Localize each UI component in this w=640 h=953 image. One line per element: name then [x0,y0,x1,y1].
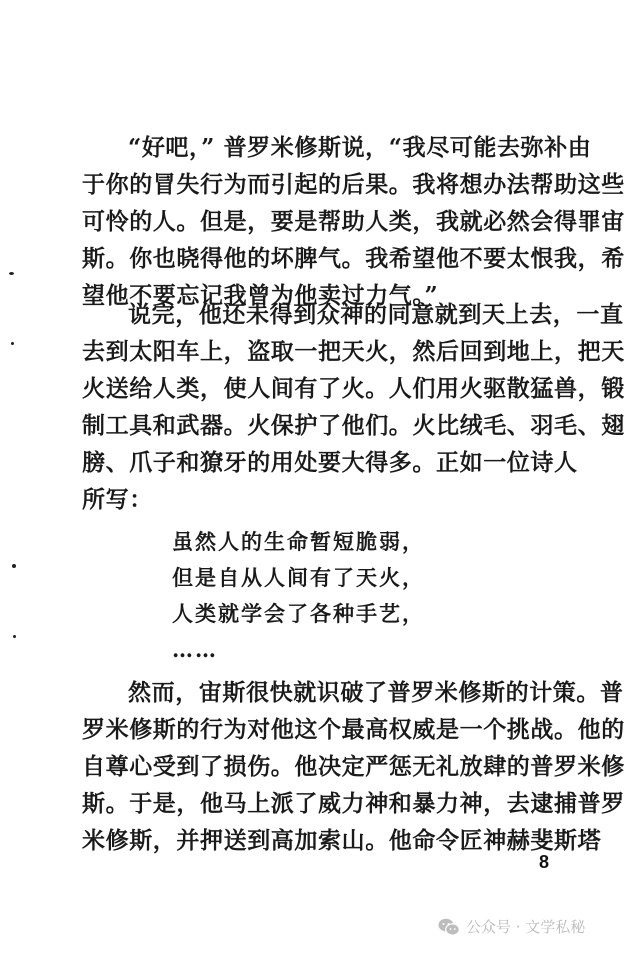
text-line: 自尊心受到了损伤。他决定严惩无礼放肆的普罗米修 [82,753,625,780]
scan-speck [12,564,16,568]
poem-quote [172,524,425,668]
text-line: 米修斯，并押送到高加索山。他命令匠神赫斐斯塔 [82,827,602,854]
watermark [438,916,585,937]
page-number: 8 [539,852,550,872]
scan-speck [11,342,14,345]
text-line: 斯。你也晓得他的坏脾气。我希望他不要太恨我，希 [82,245,625,272]
watermark-text: 公众号 · 文学私秘 [466,918,586,936]
text-line: 望他不要忘记我曾为他卖过力气。” [82,282,439,309]
text-line: 于你的冒失行为而引起的后果。我将想办法帮助这些 [82,171,625,198]
text-line: 所写： [82,486,153,513]
poem-line: 虽然人的生命暂短脆弱， [172,529,425,554]
poem-ellipsis: …… [172,637,218,662]
scan-speck [9,272,14,275]
wechat-icon [438,918,460,936]
text-line: 制工具和武器。火保护了他们。火比绒毛、羽毛、翅 [82,412,625,439]
paragraph-2 [82,296,625,518]
text-line: 说完，他还未得到众神的同意就到天上去，一直 [128,301,624,328]
poem-line: 人类就学会了各种手艺， [172,601,425,626]
text-line: 可怜的人。但是，要是帮助人类，我就必然会得罪宙 [82,208,625,235]
text-line: 然而，宙斯很快就识破了普罗米修斯的计策。普 [128,679,624,706]
text-line: 火送给人类，使人间有了火。人们用火驱散猛兽，锻 [82,375,625,402]
text-line: 去到太阳车上，盗取一把天火，然后回到地上，把天 [82,338,625,365]
text-line: “好吧，” 普罗米修斯说，“我尽可能去弥补由 [128,134,592,161]
text-line: 斯。于是，他马上派了威力神和暴力神，去逮捕普罗 [82,790,625,817]
poem-line: 但是自从人间有了天火， [172,565,425,590]
text-line: 罗米修斯的行为对他这个最高权威是一个挑战。他的 [82,716,625,743]
text-line: 膀、爪子和獠牙的用处要大得多。正如一位诗人 [82,449,578,476]
paragraph-1 [82,129,625,314]
scan-speck [13,635,16,638]
paragraph-3 [82,674,625,859]
